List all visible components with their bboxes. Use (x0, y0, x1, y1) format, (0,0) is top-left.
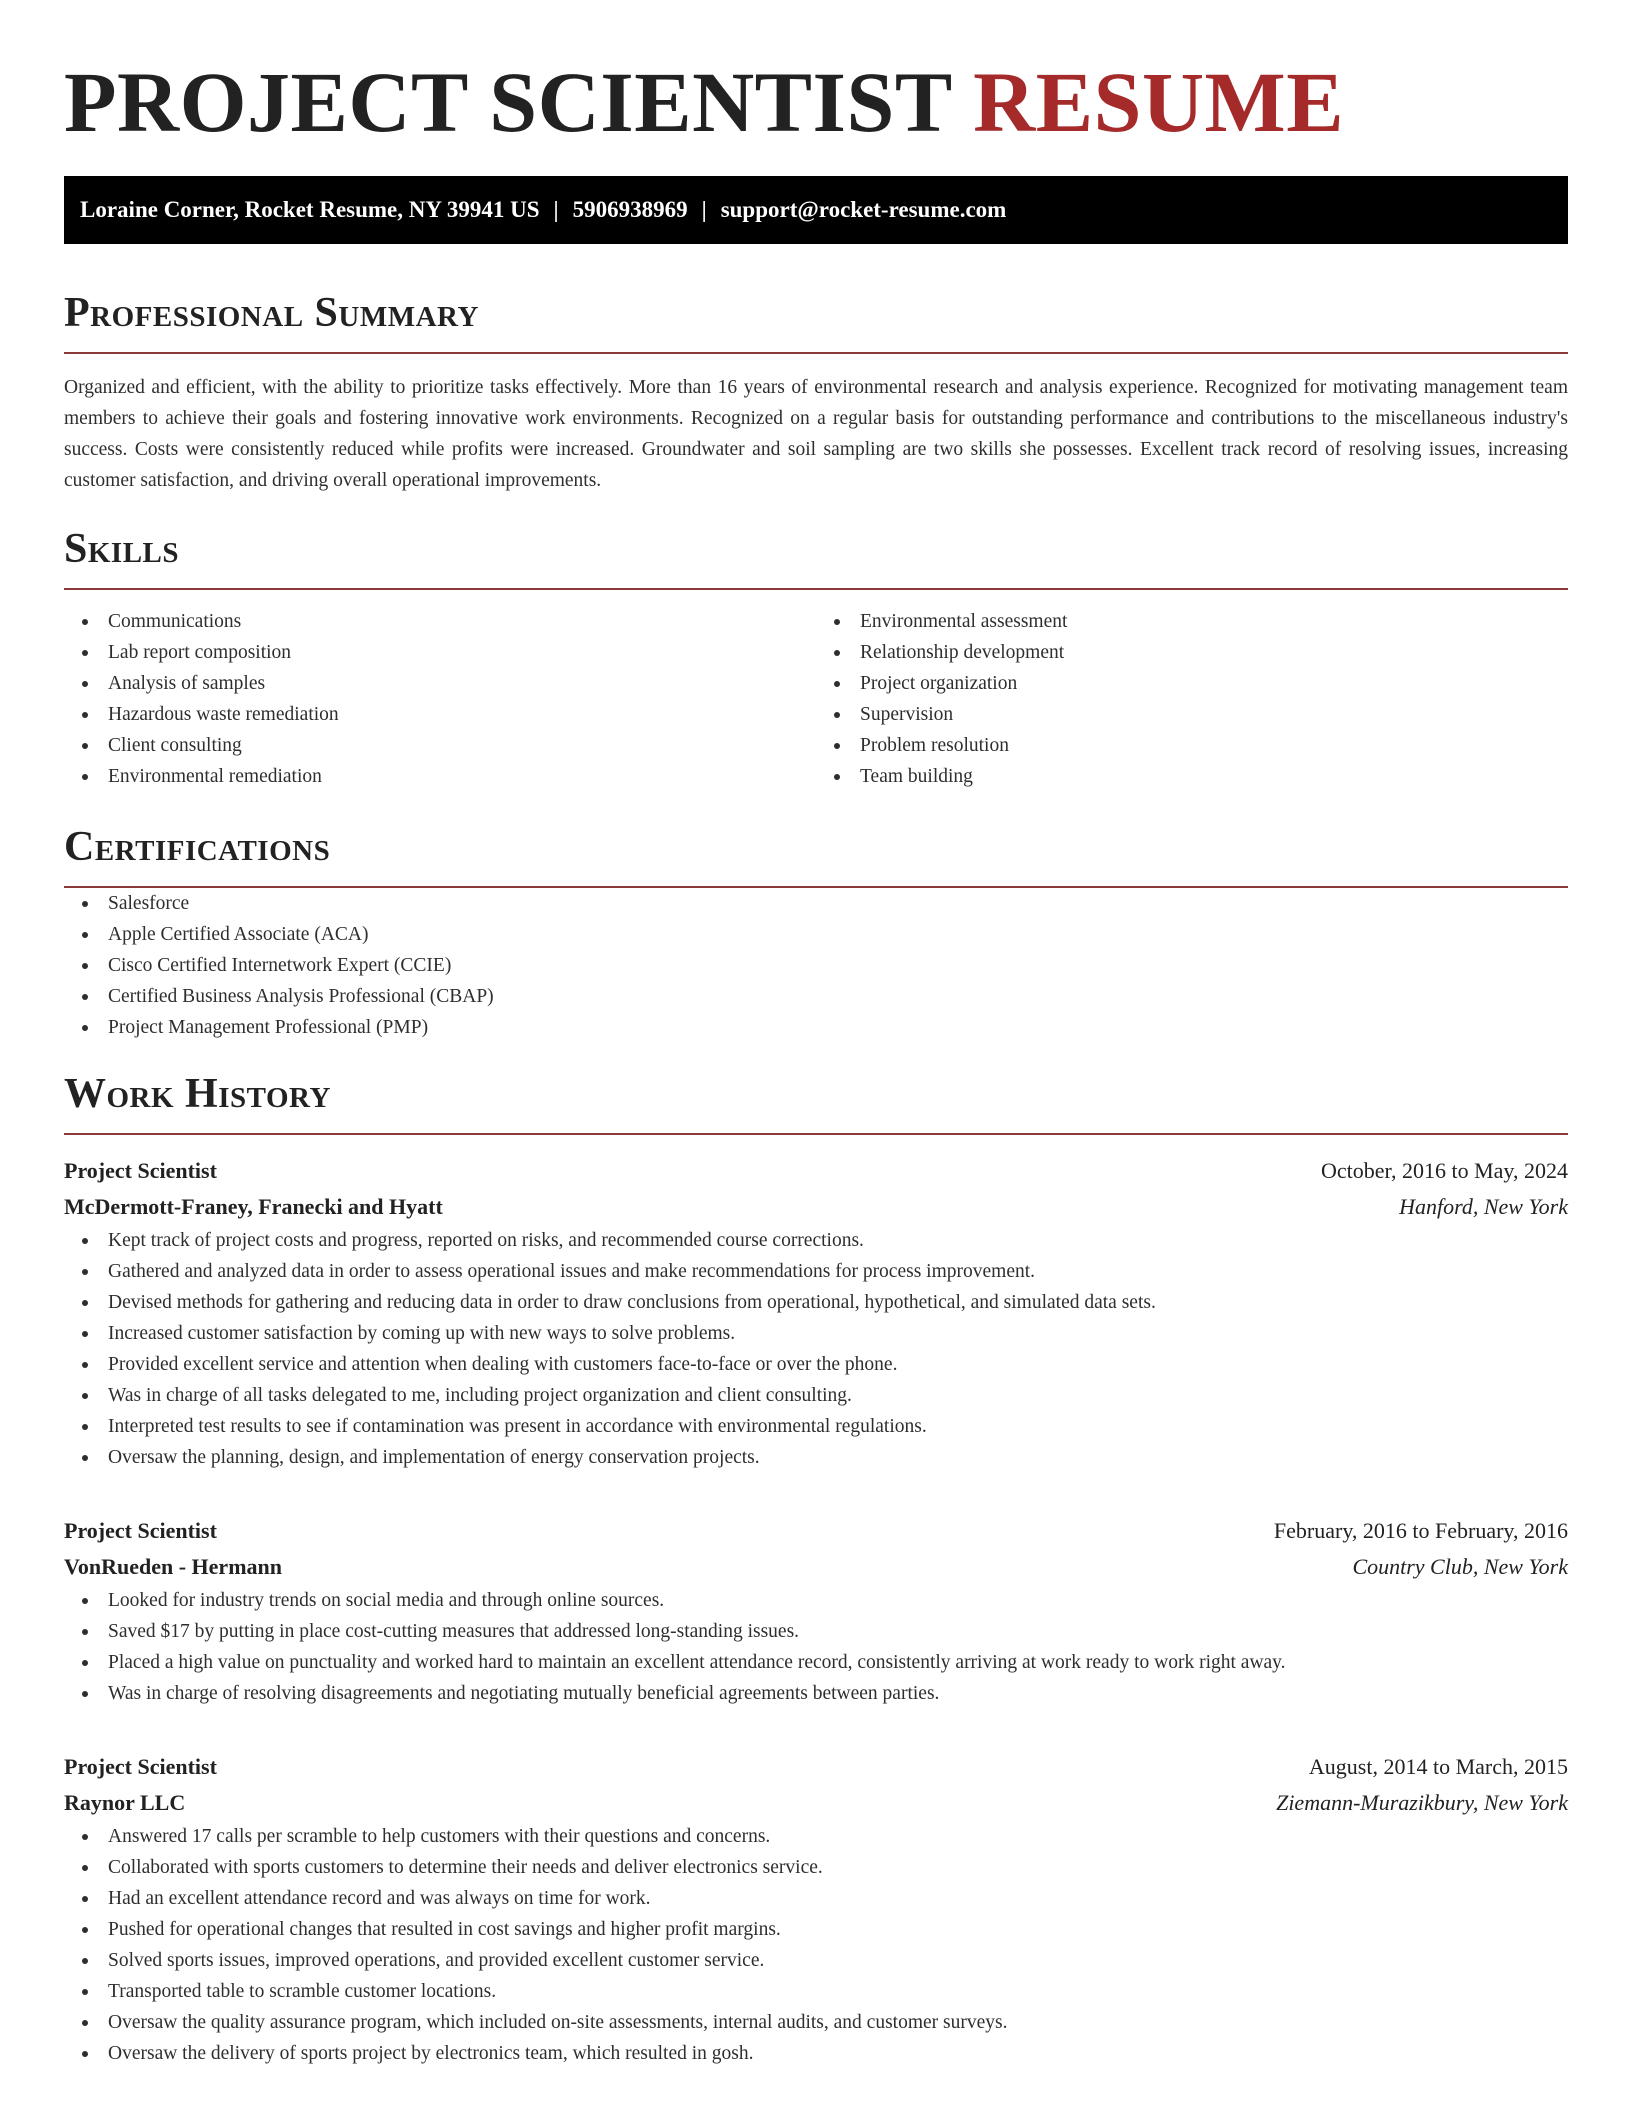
job-bullet: Gathered and analyzed data in order to assess operational issues and make recommendations for process improvement. (64, 1256, 1568, 1287)
contact-bar (64, 176, 1568, 244)
skill-item: Supervision (816, 699, 1568, 730)
job-bullets (64, 1225, 1568, 1473)
job-bullet: Saved $17 by putting in place cost-cutting measures that addressed long-standing issues. (64, 1616, 1568, 1647)
certification-item: Apple Certified Associate (ACA) (64, 919, 1568, 950)
contact-email: support@rocket-resume.com (720, 197, 1007, 222)
job-title: Project Scientist (64, 1518, 217, 1543)
job-dates: August, 2014 to March, 2015 (1308, 1754, 1568, 1779)
job-bullet: Increased customer satisfaction by coming up with new ways to solve problems. (64, 1318, 1568, 1349)
job-bullet: Answered 17 calls per scramble to help customers with their questions and concerns. (64, 1821, 1568, 1852)
skill-item: Communications (64, 606, 816, 637)
job-bullet: Provided excellent service and attention when dealing with customers face-to-face or over the phone. (64, 1349, 1568, 1380)
job-bullet: Solved sports issues, improved operations, and provided excellent customer service. (64, 1945, 1568, 1976)
skill-item: Team building (816, 761, 1568, 792)
job-location: Hanford, New York (1399, 1194, 1568, 1219)
job-dates: October, 2016 to May, 2024 (1321, 1158, 1568, 1183)
job-bullets (64, 1585, 1568, 1709)
job-bullet: Was in charge of resolving disagreements and negotiating mutually beneficial agreements between parties. (64, 1678, 1568, 1709)
section-divider (64, 1133, 1568, 1135)
skills-right-list (816, 606, 1568, 792)
summary-section (64, 288, 1568, 496)
job-title: Project Scientist (64, 1754, 217, 1779)
title-accent: RESUME (973, 54, 1345, 150)
job-bullet: Oversaw the planning, design, and implementation of energy conservation projects. (64, 1442, 1568, 1473)
job-company-row (64, 1189, 1568, 1225)
job-company: Raynor LLC (64, 1790, 186, 1815)
job-header-row (64, 1153, 1568, 1189)
certification-item: Project Management Professional (PMP) (64, 1012, 1568, 1043)
job-bullet: Had an excellent attendance record and was always on time for work. (64, 1883, 1568, 1914)
job-bullet: Placed a high value on punctuality and worked hard to maintain an excellent attendance record, consistently arriving at work ready to work right away. (64, 1647, 1568, 1678)
work-history-section (64, 1069, 1568, 2069)
job-bullet: Looked for industry trends on social media and through online sources. (64, 1585, 1568, 1616)
job-company: VonRueden - Hermann (64, 1554, 282, 1579)
skill-item: Environmental assessment (816, 606, 1568, 637)
skill-item: Relationship development (816, 637, 1568, 668)
job-bullet: Interpreted test results to see if contamination was present in accordance with environmental regulations. (64, 1411, 1568, 1442)
summary-text: Organized and efficient, with the ability to prioritize tasks effectively. More than 16 years of environmental research and analysis experience. Recognized for motivating management team members to achieve their goals and fostering innovative work environments. Recognized on a regular basis for outstanding performance and contributions to the miscellaneous industry's success. Costs were consistently reduced while profits were increased. Groundwater and soil sampling are two skills she possesses. Excellent track record of resolving issues, increasing customer satisfaction, and driving overall operational improvements. (64, 377, 1568, 491)
summary-heading: Professional Summary (64, 290, 479, 336)
section-divider (64, 588, 1568, 590)
job-bullet: Pushed for operational changes that resulted in cost savings and higher profit margins. (64, 1914, 1568, 1945)
contact-phone: 5906938969 (572, 197, 688, 222)
skill-item: Hazardous waste remediation (64, 699, 816, 730)
job-dates: February, 2016 to February, 2016 (1273, 1518, 1568, 1543)
certification-item: Certified Business Analysis Professional (CBAP) (64, 981, 1568, 1012)
job-header-row (64, 1513, 1568, 1549)
skill-item: Environmental remediation (64, 761, 816, 792)
job-title: Project Scientist (64, 1158, 217, 1183)
job-location: Country Club, New York (1352, 1554, 1568, 1579)
job-bullet: Was in charge of all tasks delegated to me, including project organization and client consulting. (64, 1380, 1568, 1411)
skills-section (64, 524, 1568, 792)
contact-separator: | (553, 197, 559, 222)
skill-item: Problem resolution (816, 730, 1568, 761)
contact-separator: | (701, 197, 707, 222)
work-history-heading: Work History (64, 1071, 331, 1117)
skill-item: Lab report composition (64, 637, 816, 668)
job-bullet: Transported table to scramble customer locations. (64, 1976, 1568, 2007)
certifications-heading: Certifications (64, 824, 331, 870)
job-location: Ziemann-Murazikbury, New York (1276, 1790, 1568, 1815)
skill-item: Analysis of samples (64, 668, 816, 699)
skills-heading: Skills (64, 526, 180, 572)
job-entry (64, 1153, 1568, 1473)
skills-left-list (64, 606, 816, 792)
job-entry (64, 1513, 1568, 1709)
job-company: McDermott-Franey, Franecki and Hyatt (64, 1194, 443, 1219)
job-bullet: Collaborated with sports customers to determine their needs and deliver electronics service. (64, 1852, 1568, 1883)
job-bullet: Oversaw the quality assurance program, which included on-site assessments, internal audits, and customer surveys. (64, 2007, 1568, 2038)
certifications-section (64, 822, 1568, 1043)
job-bullet: Oversaw the delivery of sports project by electronics team, which resulted in gosh. (64, 2038, 1568, 2069)
job-company-row (64, 1549, 1568, 1585)
skill-item: Project organization (816, 668, 1568, 699)
job-entry (64, 1749, 1568, 2069)
job-header-row (64, 1749, 1568, 1785)
job-bullet: Devised methods for gathering and reducing data in order to draw conclusions from operational, hypothetical, and simulated data sets. (64, 1287, 1568, 1318)
section-divider (64, 352, 1568, 354)
job-company-row (64, 1785, 1568, 1821)
certifications-list (64, 888, 1568, 1043)
certification-item: Salesforce (64, 888, 1568, 919)
skills-grid (64, 606, 1568, 792)
job-bullet: Kept track of project costs and progress, reported on risks, and recommended course corrections. (64, 1225, 1568, 1256)
contact-address: Loraine Corner, Rocket Resume, NY 39941 US (80, 197, 540, 222)
resume-title (64, 0, 1568, 152)
certification-item: Cisco Certified Internetwork Expert (CCIE) (64, 950, 1568, 981)
skill-item: Client consulting (64, 730, 816, 761)
title-main: PROJECT SCIENTIST (64, 54, 952, 150)
job-bullets (64, 1821, 1568, 2069)
